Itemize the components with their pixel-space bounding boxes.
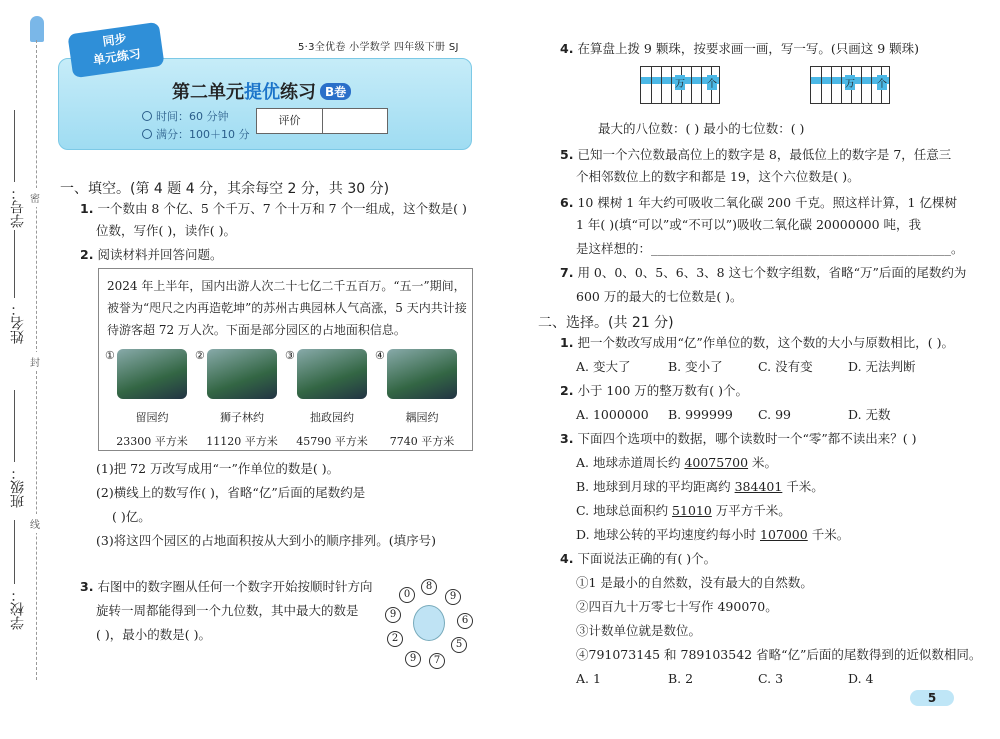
ring-digit: 7 — [429, 653, 445, 669]
garden-card: ② 狮子林约 11120 平方米 — [195, 349, 278, 448]
name-label: 姓名： — [10, 302, 26, 344]
q2-sub2-line1: (2)横线上的数写作( )，省略“亿”后面的尾数约是 — [96, 485, 366, 500]
time-info: 时间：60 分钟 — [142, 108, 229, 124]
school-blank[interactable] — [14, 520, 15, 584]
reading-text: 2024 年上半年，国内出游人次二十七亿二千五百万。“五一”期间，被誉为“咫尺之内再造乾坤”的苏州古典园林人气高涨，5 天内共计接待游客超 72 万人次。下面是部分园区的占地面积信息。 — [107, 279, 467, 337]
page-number: 5 — [910, 690, 954, 706]
ring-digit: 0 — [399, 587, 415, 603]
c2-options: A. 1000000 B. 999999 C. 99 D. 无数 — [576, 407, 891, 422]
ring-digit: 8 — [421, 579, 437, 595]
q3-line3: ( )，最小的数是( )。 — [96, 627, 211, 642]
q6-line3: 是这样想的：________________________________________________。 — [576, 241, 964, 256]
c3-option-d: D. 地球公转的平均速度约每小时 107000 千米。 — [576, 527, 850, 542]
q3-line2: 旋转一周都能得到一个九位数，其中最大的数是 — [96, 603, 359, 618]
c2-question: 2. 小于 100 万的整万数有( )个。 — [560, 383, 748, 398]
c3-question: 3. 下面四个选项中的数据，哪个读数时一个“零”都不读出来？( ) — [560, 431, 917, 446]
sync-badge: 同步 单元练习 — [67, 22, 164, 78]
school-label: 学校： — [10, 588, 26, 630]
check-icon — [142, 129, 152, 139]
garden-card: ④ 耦园约 7740 平方米 — [379, 349, 465, 449]
q7-line1: 7. 用 0、0、0、5、6、3、8 这七个数字组数，省略“万”后面的尾数约为 — [560, 265, 967, 280]
seal-tag-feng: 封 — [30, 352, 40, 371]
section-choice-title: 二、选择。(共 21 分) — [538, 315, 674, 331]
c3-option-c: C. 地球总面积约 51010 万平方千米。 — [576, 503, 791, 518]
ring-digit: 9 — [385, 607, 401, 623]
seal-tag-mi: 密 — [30, 188, 40, 207]
q2-sub3: (3)将这四个园区的占地面积按从大到小的顺序排列。(填序号) — [96, 533, 436, 548]
q4-answer: 最大的八位数：( ) 最小的七位数：( ) — [598, 121, 805, 136]
evaluation-label: 评价 — [257, 109, 323, 133]
ring-digit: 5 — [451, 637, 467, 653]
page-title: 第二单元提优练习 B卷 — [172, 78, 351, 104]
q5-line2: 个相邻数位上的数字和都是 19，这个六位数是( )。 — [576, 169, 860, 184]
ring-digit: 2 — [387, 631, 403, 647]
q5-line1: 5. 已知一个六位数最高位上的数字是 8，最低位上的数字是 7，任意三 — [560, 147, 952, 162]
garden-photo: ④ — [387, 349, 457, 399]
q2-sub2-line2: ( )亿。 — [112, 509, 151, 524]
student-id-label: 学号： — [10, 186, 26, 228]
ring-digit: 9 — [405, 651, 421, 667]
q1-line2: 位数，写作( )，读作( )。 — [96, 223, 236, 238]
class-label: 班级： — [10, 466, 26, 508]
garden-card: ① 留园约 23300 平方米 — [105, 349, 188, 448]
c4-statement: ③计数单位就是数位。 — [576, 623, 702, 638]
header-banner — [58, 58, 472, 150]
rocket-icon — [30, 16, 44, 42]
seal-tag-xian: 线 — [30, 514, 40, 533]
garden-photo: ① — [117, 349, 187, 399]
q3-line1: 3. 右图中的数字圈从任何一个数字开始按顺时针方向 — [80, 579, 373, 594]
c3-option-b: B. 地球到月球的平均距离约 384401 千米。 — [576, 479, 824, 494]
c4-options: A. 1 B. 2 C. 3 D. 4 — [576, 671, 874, 686]
c4-question: 4. 下面说法正确的有( )个。 — [560, 551, 717, 566]
q4-title: 4. 在算盘上拨 9 颗珠，按要求画一画，写一写。(只画这 9 颗珠) — [560, 41, 920, 56]
q2-title: 2. 阅读材料并回答问题。 — [80, 247, 223, 262]
rabbit-icon — [413, 605, 445, 641]
name-blank[interactable] — [14, 230, 15, 298]
evaluation-field[interactable] — [323, 109, 387, 133]
ring-digit: 6 — [457, 613, 473, 629]
c4-statement: ②四百九十万零七十写作 490070。 — [576, 599, 778, 614]
evaluation-box — [256, 108, 388, 134]
c4-statement: ①1 是最小的自然数，没有最大的自然数。 — [576, 575, 813, 590]
section-fill-blank-title: 一、填空。(第 4 题 4 分，其余每空 2 分，共 30 分) — [60, 181, 390, 197]
q7-line2: 600 万的最大的七位数是( )。 — [576, 289, 743, 304]
student-id-blank[interactable] — [14, 110, 15, 182]
c4-statement: ④791073145 和 789103542 省略“亿”后面的尾数得到的近似数相同。 — [576, 647, 982, 662]
garden-photo: ③ — [297, 349, 367, 399]
c1-options: A. 变大了 B. 变小了 C. 没有变 D. 无法判断 — [576, 359, 916, 374]
q6-line2: 1 年( )(填“可以”或“不可以”)吸收二氧化碳 20000000 吨，我 — [576, 217, 922, 232]
b-paper-badge: B卷 — [320, 83, 351, 100]
series-label: 5·3全优卷 小学数学 四年级下册 SJ — [298, 42, 459, 53]
q1-line1: 1. 一个数由 8 个亿、5 个千万、7 个十万和 7 个一组成，这个数是( ) — [80, 201, 467, 216]
score-info: 满分：100＋10 分 — [142, 126, 250, 142]
garden-photo: ② — [207, 349, 277, 399]
class-blank[interactable] — [14, 390, 15, 462]
q6-line1: 6. 10 棵树 1 年大约可吸收二氧化碳 200 千克。照这样计算，1 亿棵树 — [560, 195, 957, 210]
abacus-right[interactable]: 万 个 — [810, 66, 890, 104]
abacus-left[interactable]: 万 个 — [640, 66, 720, 104]
reading-material-box — [98, 268, 473, 451]
c3-option-a: A. 地球赤道周长约 40075700 米。 — [576, 455, 778, 470]
ring-digit: 9 — [445, 589, 461, 605]
c1-question: 1. 把一个数改写成用“亿”作单位的数，这个数的大小与原数相比，( )。 — [560, 335, 954, 350]
clock-icon — [142, 111, 152, 121]
garden-card: ③ 拙政园约 45790 平方米 — [285, 349, 368, 448]
digit-ring-figure — [383, 579, 475, 671]
q2-sub1: (1)把 72 万改写成用“一”作单位的数是( )。 — [96, 461, 340, 476]
